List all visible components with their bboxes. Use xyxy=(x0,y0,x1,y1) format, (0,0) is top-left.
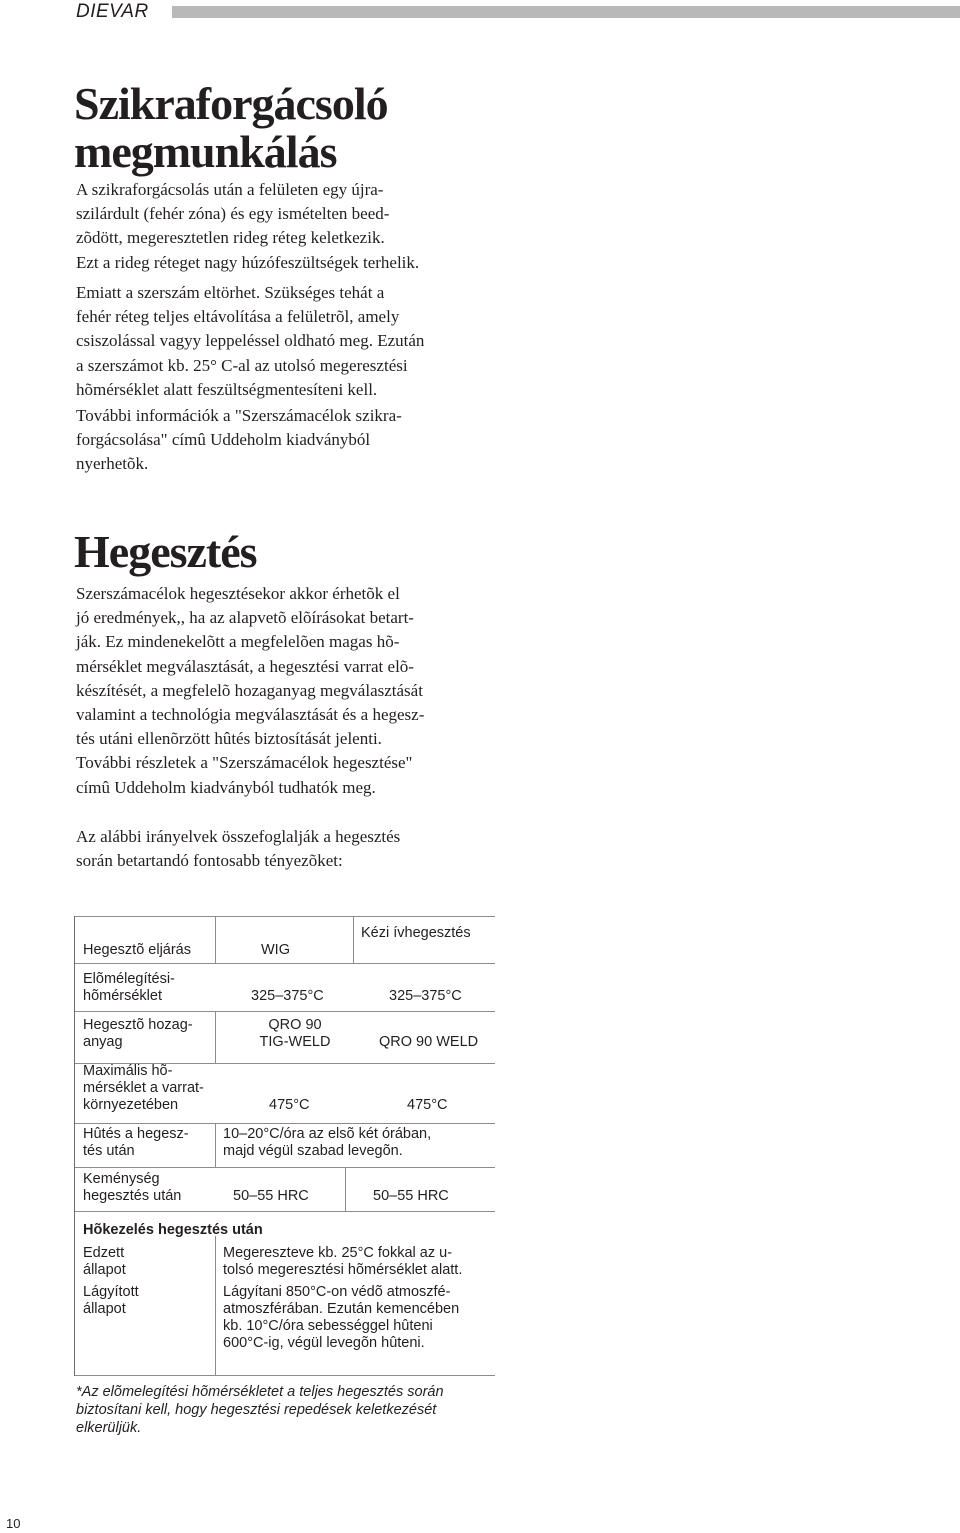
row-label xyxy=(83,971,175,1005)
text-line: csiszolással vagyy leppeléssel oldható meg. Ezután xyxy=(76,331,425,351)
text-line: További információk a "Szerszámacélok szikra- xyxy=(76,406,402,425)
row-value-manual-arc: 50–55 HRC xyxy=(373,1188,449,1204)
text-line: tolsó megeresztési hõmérséklet alatt. xyxy=(223,1262,463,1278)
text-line: forgácsolása" címû Uddeholm kiadványból xyxy=(76,430,371,450)
section1-paragraph-1 xyxy=(76,178,419,275)
text-line: során betartandó fontosabb tényezõket: xyxy=(76,851,343,871)
heat-treatment-label xyxy=(83,1245,126,1279)
table-rule xyxy=(353,916,354,964)
table-rule xyxy=(75,916,495,917)
row-value-merged xyxy=(223,1126,431,1160)
text-line: mérséklet a varrat- xyxy=(83,1080,204,1096)
row-value-wig: 325–375°C xyxy=(251,988,324,1004)
page-header xyxy=(0,0,960,24)
row-value-wig: 50–55 HRC xyxy=(233,1188,309,1204)
text-line: hõmérséklet xyxy=(83,988,162,1004)
table-rule xyxy=(345,1168,346,1212)
header-bar xyxy=(172,6,960,18)
text-line: tés utáni ellenõrzött hûtés biztosítását jelenti. xyxy=(76,729,382,749)
section1-paragraph-3 xyxy=(76,404,402,477)
text-line: Szerszámacélok hegesztésekor akkor érhetõk el xyxy=(76,584,400,603)
heat-treatment-text xyxy=(223,1245,462,1279)
footnote xyxy=(76,1383,444,1437)
text-line: a szerszámot kb. 25° C-al az utolsó megeresztési xyxy=(76,355,408,375)
table-rule xyxy=(215,916,216,964)
text-line: Emiatt a szerszám eltörhet. Szükséges tehát a xyxy=(76,283,385,302)
row-label xyxy=(83,1017,193,1051)
row-label xyxy=(83,1126,189,1160)
table-rule xyxy=(215,1123,216,1168)
text-line: TIG-WELD xyxy=(259,1034,331,1050)
text-line: anyag xyxy=(83,1034,123,1050)
heat-treatment-label xyxy=(83,1284,139,1318)
text-line: Az alábbi irányelvek összefoglalják a hegesztés xyxy=(76,827,401,846)
text-line: Lágyítani 850°C-on védõ atmoszfé- xyxy=(223,1284,451,1300)
text-line: A szikraforgácsolás után a felületen egy újra- xyxy=(76,180,384,199)
text-line: *Az elõmelegítési hõmérsékletet a teljes hegesztés során xyxy=(76,1384,444,1400)
text-line: 600°C-ig, végül levegõn hûteni. xyxy=(223,1335,425,1351)
text-line: atmoszférában. Ezután kemencében xyxy=(223,1301,460,1317)
text-line: Megereszteve kb. 25°C fokkal az u- xyxy=(223,1245,453,1261)
text-line: környezetében xyxy=(83,1097,179,1113)
text-line: Elõmélegítési- xyxy=(83,971,175,987)
text-line: QRO 90 xyxy=(268,1017,322,1033)
header-label: Hegesztõ eljárás xyxy=(83,942,191,958)
table-rule xyxy=(75,1167,495,1168)
text-line: címû Uddeholm kiadványból tudhatók meg. xyxy=(76,777,376,797)
text-line: Edzett xyxy=(83,1245,125,1261)
table-rule xyxy=(75,1011,495,1012)
text-line: Ezt a rideg réteget nagy húzófeszültségek terhelik. xyxy=(76,252,420,272)
section2-paragraph-1 xyxy=(76,582,424,800)
text-line: állapot xyxy=(83,1301,126,1317)
table-rule xyxy=(75,1211,495,1212)
text-line: tés után xyxy=(83,1143,135,1159)
section1-paragraph-2 xyxy=(76,281,424,402)
text-line: Hûtés a hegesz- xyxy=(83,1126,189,1142)
text-line: elkerüljük. xyxy=(76,1420,142,1436)
table-rule xyxy=(75,963,495,964)
text-line: További részletek a "Szerszámacélok hegesztése" xyxy=(76,753,413,773)
header-col-manual-arc: Kézi ívhegesztés xyxy=(361,925,471,941)
section1-title-line2: megmunkálás xyxy=(74,126,337,177)
row-value-manual-arc: 475°C xyxy=(407,1097,448,1113)
text-line: nyerhetõk. xyxy=(76,454,149,474)
text-line: majd végül szabad levegõn. xyxy=(223,1143,403,1159)
heat-treatment-text xyxy=(223,1284,459,1352)
page-number: 10 xyxy=(6,1516,21,1531)
heat-treatment-title: Hõkezelés hegesztés után xyxy=(83,1222,263,1238)
welding-table xyxy=(74,916,495,1376)
text-line: jó eredmények,, ha az alapvetõ elõírásokat betart- xyxy=(76,608,414,628)
text-line: biztosítani kell, hogy hegesztési repedések keletkezését xyxy=(76,1402,437,1418)
text-line: 10–20°C/óra az elsõ két órában, xyxy=(223,1126,432,1142)
text-line: Lágyított xyxy=(83,1284,139,1300)
section1-title-line1: Szikraforgácsoló xyxy=(74,78,388,129)
text-line: hegesztés után xyxy=(83,1188,182,1204)
text-line: mérséklet megválasztását, a hegesztési varrat elõ- xyxy=(76,656,414,676)
text-line: zõdött, megeresztetlen rideg réteg keletkezik. xyxy=(76,228,385,248)
text-line: állapot xyxy=(83,1262,126,1278)
text-line: hõmérséklet alatt feszültségmentesíteni kell. xyxy=(76,379,378,399)
table-rule xyxy=(215,1012,216,1064)
text-line: szilárdult (fehér zóna) és egy ismételten beed- xyxy=(76,204,390,224)
row-value-manual-arc: 325–375°C xyxy=(389,988,462,1004)
text-line: Keménység xyxy=(83,1171,160,1187)
text-line: kb. 10°C/óra sebességgel hûteni xyxy=(223,1318,433,1334)
row-value-wig: 475°C xyxy=(269,1097,310,1113)
header-col-wig: WIG xyxy=(261,942,290,958)
table-rule xyxy=(215,1236,216,1376)
table-rule xyxy=(75,1375,495,1376)
row-label xyxy=(83,1171,181,1205)
section2-title: Hegesztés xyxy=(74,526,257,577)
text-line: ják. Ez mindenekelõtt a megfelelõen magas hõ- xyxy=(76,632,400,652)
header-brand: DIEVAR xyxy=(76,1,149,22)
text-line: valamint a technológia megválasztását és a hegesz- xyxy=(76,705,425,725)
text-line: készítését, a megfelelõ hozaganyag megválasztását xyxy=(76,680,423,700)
section2-paragraph-2 xyxy=(76,825,400,873)
row-label xyxy=(83,1063,204,1114)
row-value-manual-arc: QRO 90 WELD xyxy=(379,1034,479,1050)
text-line: Maximális hõ- xyxy=(83,1063,173,1079)
text-line: Hegesztõ hozag- xyxy=(83,1017,193,1033)
text-line: fehér réteg teljes eltávolítása a felületrõl, amely xyxy=(76,307,400,327)
row-value-wig xyxy=(255,1017,335,1051)
table-rule xyxy=(75,1123,495,1124)
